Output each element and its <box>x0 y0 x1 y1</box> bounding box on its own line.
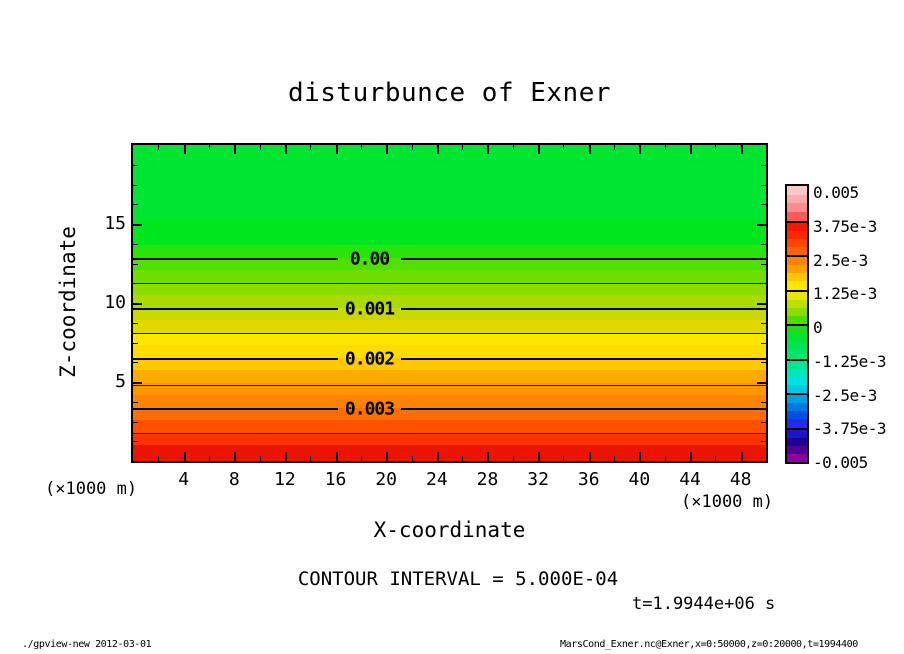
colorbar-segment <box>787 290 807 325</box>
contour-line <box>133 408 338 410</box>
x-axis-tick <box>285 452 287 461</box>
x-axis-tick <box>487 452 489 461</box>
colorbar-shade <box>787 316 807 324</box>
x-axis-tick <box>412 145 413 150</box>
colorbar-shade <box>787 186 807 195</box>
z-axis-tick <box>133 264 138 265</box>
x-axis-tick <box>361 145 362 150</box>
x-axis-tick <box>437 452 439 461</box>
colorbar-shade <box>787 212 807 221</box>
x-axis-tick <box>715 145 716 150</box>
contour-line <box>133 308 338 310</box>
tone-band <box>133 433 766 445</box>
x-axis-tick <box>285 145 287 154</box>
contour-label: 0.001 <box>344 298 395 320</box>
colorbar-shade <box>787 203 807 212</box>
colorbar-segment <box>787 428 807 463</box>
z-axis-tick <box>133 422 138 423</box>
x-tick-label: 44 <box>679 469 701 490</box>
contour-line <box>133 258 338 260</box>
x-axis-tick <box>690 145 692 154</box>
y-tick-label: 5 <box>115 371 126 392</box>
colorbar-shade <box>787 446 807 454</box>
z-axis-tick <box>133 204 138 205</box>
x-axis-tick <box>361 456 362 461</box>
contour-line <box>401 308 766 310</box>
contour-line <box>133 283 766 284</box>
contour-line <box>133 433 766 434</box>
z-axis-tick <box>757 303 766 305</box>
colorbar-shade <box>787 342 807 350</box>
z-axis-tick <box>761 323 766 324</box>
x-axis-tick <box>158 456 159 461</box>
z-axis-tick <box>761 204 766 205</box>
colorbar-segment <box>787 221 807 256</box>
x-axis-tick <box>538 145 540 154</box>
colorbar-shade <box>787 403 807 411</box>
tone-band <box>133 145 766 220</box>
z-axis-tick <box>761 244 766 245</box>
x-axis-tick <box>462 456 463 461</box>
colorbar-segment <box>787 324 807 359</box>
x-axis-tick <box>386 145 388 154</box>
x-axis-tick <box>741 145 743 154</box>
tone-band <box>133 320 766 333</box>
colorbar-tick-label: 0.005 <box>813 183 859 202</box>
colorbar-shade <box>787 430 807 438</box>
colorbar-shade <box>787 419 807 427</box>
colorbar-tick-label: -2.5e-3 <box>813 385 877 405</box>
z-axis-tick <box>133 185 138 186</box>
z-axis-tick <box>133 323 138 324</box>
x-axis-tick <box>310 456 311 461</box>
x-axis-title: X-coordinate <box>373 518 526 542</box>
x-axis-tick <box>639 145 641 154</box>
x-axis-tick <box>589 145 591 154</box>
tone-band <box>133 370 766 383</box>
colorbar-shade <box>787 195 807 204</box>
tone-band <box>133 395 766 408</box>
colorbar-shade <box>787 411 807 419</box>
z-axis-tick <box>761 441 766 442</box>
contour-line <box>133 358 338 360</box>
z-axis-tick <box>133 165 138 166</box>
x-tick-label: 28 <box>476 469 499 490</box>
y-tick-label: 10 <box>104 292 126 313</box>
z-axis-tick <box>761 402 766 403</box>
colorbar-shade <box>787 308 807 316</box>
tone-band <box>133 270 766 283</box>
colorbar-shade <box>787 438 807 446</box>
colorbar-shade <box>787 281 807 289</box>
colorbar-shade <box>787 350 807 358</box>
y-tick-label: 15 <box>104 213 126 234</box>
x-tick-label: 8 <box>228 469 240 490</box>
plot-area <box>131 143 768 463</box>
colorbar <box>785 184 809 464</box>
tone-band <box>133 445 766 461</box>
colorbar-segment <box>787 186 807 221</box>
x-tick-label: 16 <box>324 469 347 490</box>
footer-data-source: MarsCond_Exner.nc@Exner,x=0:50000,z=0:20000,t=1994400 <box>560 639 858 650</box>
x-axis-tick <box>614 456 615 461</box>
x-axis-tick <box>665 145 666 150</box>
x-axis-tick <box>513 456 514 461</box>
x-axis-tick <box>209 145 210 150</box>
z-axis-tick <box>757 224 766 226</box>
colorbar-tick-label: 0 <box>813 318 823 337</box>
x-axis-tick <box>563 145 564 150</box>
x-axis-tick <box>487 145 489 154</box>
x-axis-tick <box>437 145 439 154</box>
x-axis-tick <box>462 145 463 150</box>
z-axis-tick <box>761 343 766 344</box>
contour-line <box>401 258 766 260</box>
colorbar-shade <box>787 223 807 231</box>
z-axis-tick <box>133 382 142 384</box>
contour-label: 0.003 <box>344 398 395 420</box>
tone-band <box>133 295 766 308</box>
x-tick-label: 48 <box>729 469 752 490</box>
x-axis-tick <box>614 145 615 150</box>
colorbar-shade <box>787 334 807 342</box>
colorbar-shade <box>787 385 807 393</box>
z-axis-tick <box>133 441 138 442</box>
z-axis-tick <box>133 224 142 226</box>
contour-line <box>133 333 766 334</box>
x-tick-label: 12 <box>274 469 296 490</box>
tone-band <box>133 333 766 345</box>
colorbar-tick-label: 3.75e-3 <box>813 216 877 236</box>
z-axis-tick <box>757 382 766 384</box>
x-axis-tick <box>589 452 591 461</box>
x-axis-tick <box>386 452 388 461</box>
colorbar-shade <box>787 273 807 281</box>
x-axis-tick <box>741 452 743 461</box>
contour-line <box>401 408 766 410</box>
contour-line <box>133 385 766 386</box>
colorbar-shade <box>787 231 807 239</box>
x-tick-label: 4 <box>178 469 190 490</box>
x-axis-unit-label: (×1000 m) <box>681 492 774 512</box>
colorbar-tick-label: 2.5e-3 <box>813 250 868 270</box>
x-tick-label: 24 <box>425 469 448 490</box>
x-axis-tick <box>336 145 338 154</box>
x-axis-tick <box>665 456 666 461</box>
colorbar-shade <box>787 395 807 403</box>
plot-title: disturbunce of Exner <box>287 78 612 108</box>
colorbar-shade <box>787 361 807 369</box>
z-axis-tick <box>133 244 138 245</box>
contour-label: 0.00 <box>349 248 390 270</box>
z-axis-tick <box>761 283 766 284</box>
colorbar-segment <box>787 359 807 394</box>
x-axis-tick <box>336 452 338 461</box>
colorbar-shade <box>787 257 807 265</box>
x-tick-label: 20 <box>375 469 398 490</box>
footer-program-date: ./gpview-new 2012-03-01 <box>22 639 152 650</box>
colorbar-tick-label: -3.75e-3 <box>813 419 887 439</box>
x-axis-tick <box>563 456 564 461</box>
z-axis-tick <box>761 422 766 423</box>
z-axis-tick <box>133 303 142 305</box>
colorbar-shade <box>787 239 807 247</box>
z-axis-tick <box>761 185 766 186</box>
tone-band <box>133 220 766 245</box>
z-axis-tick <box>133 283 138 284</box>
x-axis-tick <box>690 452 692 461</box>
colorbar-shade <box>787 247 807 255</box>
colorbar-tick-label: -1.25e-3 <box>813 351 887 371</box>
x-axis-tick <box>158 145 159 150</box>
colorbar-shade <box>787 300 807 308</box>
x-tick-label: 36 <box>577 469 600 490</box>
contour-interval-note: CONTOUR INTERVAL = 5.000E-04 <box>297 568 619 590</box>
colorbar-segment <box>787 393 807 428</box>
x-axis-tick <box>260 456 261 461</box>
x-tick-label: 40 <box>628 469 651 490</box>
x-axis-tick <box>715 456 716 461</box>
x-axis-tick <box>184 452 186 461</box>
z-axis-tick <box>761 165 766 166</box>
colorbar-tick-label: 1.25e-3 <box>813 284 877 304</box>
tone-band <box>133 420 766 433</box>
colorbar-shade <box>787 369 807 377</box>
colorbar-segment <box>787 255 807 290</box>
x-axis-tick <box>184 145 186 154</box>
x-axis-tick <box>234 145 236 154</box>
y-axis-title: Z-coordinate <box>56 226 80 378</box>
tone-band <box>133 283 766 295</box>
x-axis-tick <box>209 456 210 461</box>
x-axis-tick <box>260 145 261 150</box>
z-axis-tick <box>133 362 138 363</box>
x-tick-label: 32 <box>527 469 549 490</box>
x-axis-tick <box>639 452 641 461</box>
colorbar-shade <box>787 265 807 273</box>
z-axis-tick <box>761 362 766 363</box>
colorbar-shade <box>787 454 807 462</box>
x-axis-tick <box>538 452 540 461</box>
contour-label: 0.002 <box>344 348 395 370</box>
x-axis-tick <box>513 145 514 150</box>
z-axis-tick <box>761 264 766 265</box>
contour-line <box>401 358 766 360</box>
tone-band <box>133 245 766 258</box>
y-axis-unit-label: (×1000 m) <box>45 479 138 499</box>
colorbar-tick-label: -0.005 <box>813 453 868 472</box>
x-axis-tick <box>234 452 236 461</box>
time-annotation: t=1.9944e+06 s <box>632 594 776 614</box>
colorbar-shade <box>787 377 807 385</box>
z-axis-tick <box>133 343 138 344</box>
z-axis-tick <box>133 402 138 403</box>
x-axis-tick <box>412 456 413 461</box>
tone-band <box>133 345 766 358</box>
colorbar-shade <box>787 326 807 334</box>
colorbar-shade <box>787 292 807 300</box>
x-axis-tick <box>310 145 311 150</box>
